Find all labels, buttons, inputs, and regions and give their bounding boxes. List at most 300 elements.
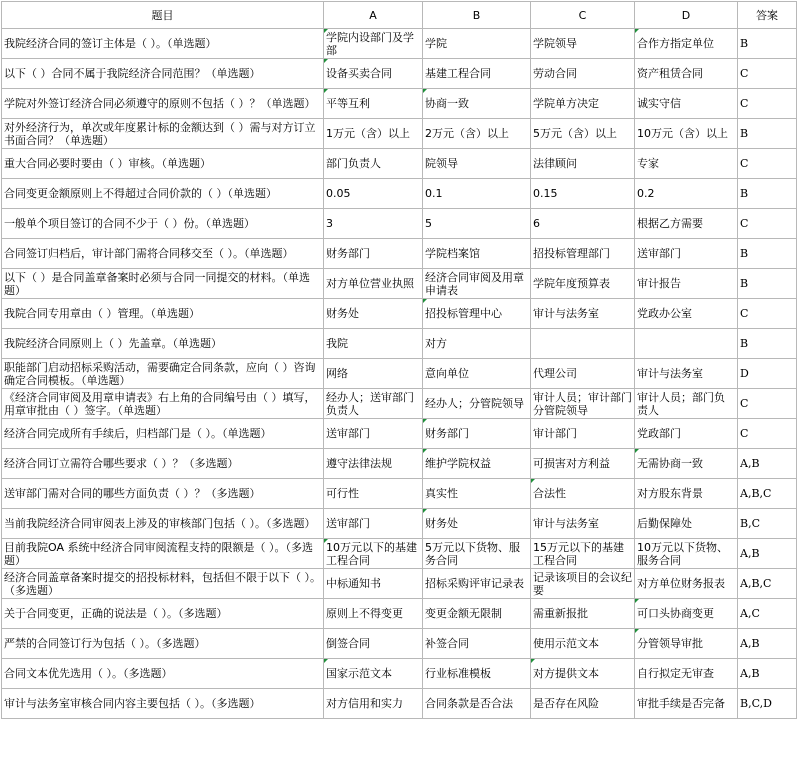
table-row (2, 539, 797, 569)
question-cell-text: 合同文本优先选用（ ）。（多选题） (4, 667, 173, 680)
option-d-cell-text: 可口头协商变更 (637, 607, 714, 620)
answer-cell[interactable] (738, 299, 797, 329)
option-a-cell[interactable] (324, 269, 423, 299)
option-d-cell-text: 专家 (637, 157, 659, 170)
option-c-cell[interactable] (531, 539, 635, 569)
question-cell[interactable] (2, 629, 324, 659)
option-d-cell[interactable] (635, 599, 738, 629)
option-c-cell-text: 学院单方决定 (533, 97, 599, 110)
table-row (2, 449, 797, 479)
option-c-cell[interactable] (531, 89, 635, 119)
question-cell-text: 关于合同变更，正确的说法是（ ）。（多选题） (4, 607, 228, 620)
question-cell[interactable] (2, 539, 324, 569)
option-b-cell-text: 5万元以下货物、服务合同 (425, 540, 520, 567)
table-row (2, 599, 797, 629)
answer-cell[interactable] (738, 569, 797, 599)
option-c-cell[interactable] (531, 479, 635, 509)
option-d-cell[interactable] (635, 359, 738, 389)
option-a-cell[interactable] (324, 29, 423, 59)
question-cell-text: 严禁的合同签订行为包括（ ）。（多选题） (4, 637, 206, 650)
option-d-cell-text: 审计报告 (637, 277, 681, 290)
table-row (2, 419, 797, 449)
option-c-cell[interactable] (531, 209, 635, 239)
option-d-cell[interactable] (635, 659, 738, 689)
answer-cell[interactable] (738, 509, 797, 539)
answer-cell-text: A,B (740, 547, 760, 560)
question-cell-text: 学院对外签订经济合同必须遵守的原则不包括（ ）？（单选题） (4, 97, 316, 110)
answer-cell-text: B,C,D (740, 697, 772, 710)
option-d-cell-text: 合作方指定单位 (637, 37, 714, 50)
option-c-cell[interactable] (531, 419, 635, 449)
option-d-cell[interactable] (635, 29, 738, 59)
option-d-cell[interactable] (635, 479, 738, 509)
option-d-cell-text: 后勤保障处 (637, 517, 692, 530)
option-c-cell-text: 审计与法务室 (533, 517, 599, 530)
answer-cell-text: A,B,C (740, 487, 772, 500)
answer-cell[interactable] (738, 29, 797, 59)
table-row (2, 89, 797, 119)
header-b[interactable]: B (423, 2, 531, 29)
question-cell[interactable] (2, 509, 324, 539)
option-a-cell[interactable] (324, 359, 423, 389)
table-row (2, 209, 797, 239)
answer-cell[interactable] (738, 539, 797, 569)
option-b-cell[interactable] (423, 659, 531, 689)
answer-cell-text: C (740, 217, 749, 230)
option-c-cell[interactable] (531, 59, 635, 89)
option-a-cell-text: 原则上不得变更 (326, 607, 403, 620)
option-b-cell[interactable] (423, 89, 531, 119)
option-a-cell-text: 财务部门 (326, 247, 370, 260)
table-row (2, 149, 797, 179)
option-c-cell[interactable] (531, 359, 635, 389)
option-c-cell-text: 学院领导 (533, 37, 577, 50)
option-c-cell-text: 代理公司 (533, 367, 577, 380)
option-c-cell[interactable] (531, 389, 635, 419)
question-cell[interactable] (2, 599, 324, 629)
option-a-cell[interactable] (324, 299, 423, 329)
option-c-cell-text: 使用示范文本 (533, 637, 599, 650)
option-c-cell[interactable] (531, 629, 635, 659)
option-b-cell-text: 行业标准模板 (425, 667, 491, 680)
question-cell[interactable] (2, 359, 324, 389)
option-b-cell-text: 变更金额无限制 (425, 607, 502, 620)
option-b-cell-text: 财务处 (425, 517, 458, 530)
option-d-cell-text: 对方单位财务报表 (637, 577, 725, 590)
answer-cell-text: C (740, 97, 749, 110)
answer-cell-text: C (740, 427, 749, 440)
option-b-cell[interactable] (423, 509, 531, 539)
answer-cell-text: B (740, 37, 749, 50)
option-c-cell[interactable] (531, 149, 635, 179)
answer-cell-text: B (740, 277, 749, 290)
table-row (2, 119, 797, 149)
option-b-cell-text: 5 (425, 217, 432, 230)
option-a-cell-text: 对方单位营业执照 (326, 277, 414, 290)
option-d-cell[interactable] (635, 569, 738, 599)
option-c-cell-text: 招投标管理部门 (533, 247, 610, 260)
option-a-cell-text: 我院 (326, 337, 348, 350)
question-cell-text: 送审部门需对合同的哪些方面负责（ ）？（多选题） (4, 487, 261, 500)
answer-cell-text: A,C (740, 607, 760, 620)
option-c-cell-text: 法律顾问 (533, 157, 577, 170)
option-c-cell[interactable] (531, 29, 635, 59)
question-cell[interactable] (2, 389, 324, 419)
option-a-cell[interactable] (324, 539, 423, 569)
option-d-cell[interactable] (635, 299, 738, 329)
option-a-cell-text: 10万元以下的基建工程合同 (326, 540, 417, 567)
option-d-cell[interactable] (635, 689, 738, 719)
answer-cell[interactable] (738, 119, 797, 149)
question-cell-text: 我院经济合同的签订主体是（ ）。（单选题） (4, 37, 217, 50)
question-cell-text: 我院经济合同原则上（ ）先盖章。（单选题） (4, 337, 222, 350)
option-d-cell-text: 自行拟定无审查 (637, 667, 714, 680)
answer-cell[interactable] (738, 329, 797, 359)
question-cell[interactable] (2, 449, 324, 479)
question-cell[interactable] (2, 239, 324, 269)
option-b-cell-text: 补签合同 (425, 637, 469, 650)
option-b-cell-text: 合同条款是否合法 (425, 697, 513, 710)
question-cell-text: 以下（ ）合同不属于我院经济合同范围？（单选题） (4, 67, 261, 80)
option-d-cell-text: 审计与法务室 (637, 367, 703, 380)
option-a-cell[interactable] (324, 89, 423, 119)
option-d-cell-text: 资产租赁合同 (637, 67, 703, 80)
answer-cell-text: A,B (740, 457, 760, 470)
option-d-cell[interactable] (635, 539, 738, 569)
question-cell-text: 合同变更金额原则上不得超过合同价款的（ ）（单选题） (4, 187, 277, 200)
option-b-cell-text: 经济合同审阅及用章申请表 (425, 270, 524, 297)
question-cell[interactable] (2, 659, 324, 689)
option-d-cell[interactable] (635, 209, 738, 239)
question-cell-text: 审计与法务室审核合同内容主要包括（ ）。（多选题） (4, 697, 261, 710)
question-cell-text: 当前我院经济合同审阅表上涉及的审核部门包括（ ）。（多选题） (4, 517, 316, 530)
header-a[interactable]: A (324, 2, 423, 29)
question-cell-text: 经济合同完成所有手续后，归档部门是（ ）。（单选题） (4, 427, 272, 440)
option-b-cell[interactable] (423, 119, 531, 149)
question-cell-text: 以下（ ）是合同盖章备案时必须与合同一同提交的材料。（单选题） (4, 270, 310, 297)
answer-cell[interactable] (738, 659, 797, 689)
option-d-cell[interactable] (635, 239, 738, 269)
option-a-cell[interactable] (324, 479, 423, 509)
option-c-cell[interactable] (531, 689, 635, 719)
option-c-cell-text: 需重新报批 (533, 607, 588, 620)
option-b-cell-text: 院领导 (425, 157, 458, 170)
answer-cell[interactable] (738, 389, 797, 419)
option-a-cell-text: 设备买卖合同 (326, 67, 392, 80)
answer-cell[interactable] (738, 479, 797, 509)
question-cell-text: 职能部门启动招标采购活动，需要确定合同条款，应向（ ）咨询确定合同模板。（单选题） (4, 360, 316, 387)
option-b-cell-text: 协商一致 (425, 97, 469, 110)
answer-cell-text: D (740, 367, 749, 380)
option-a-cell[interactable] (324, 119, 423, 149)
answer-cell-text: A,B (740, 637, 760, 650)
option-b-cell[interactable] (423, 299, 531, 329)
option-d-cell-text: 送审部门 (637, 247, 681, 260)
option-b-cell-text: 真实性 (425, 487, 458, 500)
option-c-cell[interactable] (531, 119, 635, 149)
option-c-cell-text: 对方提供文本 (533, 667, 599, 680)
question-cell[interactable] (2, 689, 324, 719)
table-row (2, 659, 797, 689)
question-cell[interactable] (2, 209, 324, 239)
option-c-cell[interactable] (531, 509, 635, 539)
option-a-cell-text: 0.05 (326, 187, 351, 200)
table-row (2, 269, 797, 299)
option-d-cell[interactable] (635, 419, 738, 449)
table-row (2, 29, 797, 59)
answer-cell[interactable] (738, 89, 797, 119)
question-table (1, 1, 797, 719)
option-d-cell-text: 10万元以下货物、服务合同 (637, 540, 728, 567)
option-b-cell[interactable] (423, 629, 531, 659)
option-b-cell[interactable] (423, 569, 531, 599)
option-b-cell[interactable] (423, 59, 531, 89)
question-cell[interactable] (2, 179, 324, 209)
question-cell-text: 目前我院OA 系统中经济合同审阅流程支持的限额是（ ）。（多选题） (4, 540, 313, 567)
option-a-cell-text: 送审部门 (326, 427, 370, 440)
option-d-cell[interactable] (635, 149, 738, 179)
answer-cell[interactable] (738, 239, 797, 269)
option-b-cell[interactable] (423, 389, 531, 419)
option-a-cell-text: 国家示范文本 (326, 667, 392, 680)
option-a-cell[interactable] (324, 389, 423, 419)
option-a-cell-text: 经办人；送审部门负责人 (326, 390, 414, 417)
option-a-cell[interactable] (324, 629, 423, 659)
table-row (2, 629, 797, 659)
answer-cell[interactable] (738, 689, 797, 719)
header-c[interactable]: C (531, 2, 635, 29)
answer-cell-text: C (740, 307, 749, 320)
option-d-cell-text: 审计人员；部门负责人 (637, 390, 725, 417)
question-cell[interactable] (2, 479, 324, 509)
option-b-cell-text: 招标采购评审记录表 (425, 577, 524, 590)
option-b-cell[interactable] (423, 29, 531, 59)
option-a-cell[interactable] (324, 419, 423, 449)
option-b-cell-text: 经办人；分管院领导 (425, 397, 524, 410)
answer-cell-text: A,B,C (740, 577, 772, 590)
question-cell-text: 一般单个项目签订的合同不少于（ ）份。（单选题） (4, 217, 255, 230)
option-b-cell[interactable] (423, 329, 531, 359)
option-b-cell[interactable] (423, 479, 531, 509)
option-b-cell-text: 0.1 (425, 187, 443, 200)
option-b-cell[interactable] (423, 449, 531, 479)
table-row (2, 569, 797, 599)
option-b-cell-text: 维护学院权益 (425, 457, 491, 470)
answer-cell[interactable] (738, 629, 797, 659)
table-row (2, 179, 797, 209)
option-b-cell-text: 学院档案馆 (425, 247, 480, 260)
option-b-cell[interactable] (423, 239, 531, 269)
question-cell[interactable] (2, 329, 324, 359)
table-row (2, 509, 797, 539)
option-d-cell-text: 0.2 (637, 187, 655, 200)
option-c-cell[interactable] (531, 449, 635, 479)
option-b-cell[interactable] (423, 149, 531, 179)
option-c-cell-text: 合法性 (533, 487, 566, 500)
option-a-cell-text: 可行性 (326, 487, 359, 500)
option-d-cell[interactable] (635, 329, 738, 359)
option-b-cell[interactable] (423, 419, 531, 449)
answer-cell[interactable] (738, 449, 797, 479)
question-cell[interactable] (2, 29, 324, 59)
table-row (2, 299, 797, 329)
answer-cell[interactable] (738, 419, 797, 449)
option-c-cell[interactable] (531, 599, 635, 629)
table-row (2, 689, 797, 719)
option-b-cell-text: 意向单位 (425, 367, 469, 380)
question-cell[interactable] (2, 59, 324, 89)
question-cell-text: 我院合同专用章由（ ）管理。（单选题） (4, 307, 200, 320)
question-cell[interactable] (2, 89, 324, 119)
table-row (2, 389, 797, 419)
option-d-cell-text: 分管领导审批 (637, 637, 703, 650)
answer-cell-text: C (740, 67, 749, 80)
option-b-cell-text: 招投标管理中心 (425, 307, 502, 320)
answer-cell[interactable] (738, 599, 797, 629)
option-a-cell-text: 中标通知书 (326, 577, 381, 590)
option-c-cell-text: 5万元（含）以上 (533, 127, 617, 140)
option-a-cell-text: 网络 (326, 367, 348, 380)
answer-cell-text: C (740, 157, 749, 170)
option-c-cell-text: 6 (533, 217, 540, 230)
option-c-cell[interactable] (531, 269, 635, 299)
header-answer[interactable]: 答案 (738, 2, 797, 29)
option-c-cell-text: 审计人员；审计部门分管院领导 (533, 390, 632, 417)
option-d-cell-text: 对方股东背景 (637, 487, 703, 500)
answer-cell[interactable] (738, 269, 797, 299)
option-c-cell-text: 学院年度预算表 (533, 277, 610, 290)
option-a-cell-text: 学院内设部门及学部 (326, 30, 414, 57)
answer-cell-text: B (740, 337, 749, 350)
option-a-cell-text: 1万元（含）以上 (326, 127, 410, 140)
option-a-cell-text: 倒签合同 (326, 637, 370, 650)
option-b-cell-text: 对方 (425, 337, 447, 350)
option-a-cell[interactable] (324, 659, 423, 689)
option-b-cell[interactable] (423, 539, 531, 569)
option-d-cell-text: 根据乙方需要 (637, 217, 703, 230)
option-a-cell[interactable] (324, 689, 423, 719)
header-row (2, 2, 797, 29)
option-a-cell[interactable] (324, 599, 423, 629)
option-d-cell[interactable] (635, 119, 738, 149)
table-row (2, 479, 797, 509)
question-cell[interactable] (2, 119, 324, 149)
option-d-cell-text: 诚实守信 (637, 97, 681, 110)
option-a-cell[interactable] (324, 239, 423, 269)
answer-cell-text: B (740, 187, 749, 200)
option-a-cell[interactable] (324, 209, 423, 239)
option-c-cell[interactable] (531, 569, 635, 599)
option-d-cell[interactable] (635, 629, 738, 659)
option-a-cell[interactable] (324, 329, 423, 359)
answer-cell[interactable] (738, 209, 797, 239)
option-b-cell[interactable] (423, 689, 531, 719)
option-a-cell[interactable] (324, 509, 423, 539)
answer-cell-text: A,B (740, 667, 760, 680)
header-topic[interactable]: 题目 (2, 2, 324, 29)
answer-cell[interactable] (738, 59, 797, 89)
table-row (2, 329, 797, 359)
option-d-cell[interactable] (635, 449, 738, 479)
option-b-cell[interactable] (423, 209, 531, 239)
option-c-cell[interactable] (531, 239, 635, 269)
question-cell-text: 《经济合同审阅及用章申请表》右上角的合同编号由（ ）填写，用章审批由（ ）签字。（单选题） (4, 390, 316, 417)
option-b-cell-text: 2万元（含）以上 (425, 127, 509, 140)
option-d-cell-text: 10万元（含）以上 (637, 127, 728, 140)
option-a-cell-text: 对方信用和实力 (326, 697, 403, 710)
table-row (2, 239, 797, 269)
question-cell[interactable] (2, 569, 324, 599)
option-c-cell[interactable] (531, 299, 635, 329)
option-a-cell-text: 送审部门 (326, 517, 370, 530)
option-b-cell[interactable] (423, 269, 531, 299)
option-d-cell-text: 审批手续是否完备 (637, 697, 725, 710)
question-cell-text: 重大合同必要时要由（ ）审核。（单选题） (4, 157, 211, 170)
answer-cell-text: B,C (740, 517, 760, 530)
option-d-cell[interactable] (635, 509, 738, 539)
option-a-cell-text: 部门负责人 (326, 157, 381, 170)
option-c-cell-text: 劳动合同 (533, 67, 577, 80)
option-a-cell[interactable] (324, 449, 423, 479)
option-a-cell-text: 遵守法律法规 (326, 457, 392, 470)
option-a-cell[interactable] (324, 569, 423, 599)
option-a-cell[interactable] (324, 149, 423, 179)
option-c-cell-text: 审计部门 (533, 427, 577, 440)
answer-cell[interactable] (738, 359, 797, 389)
option-b-cell-text: 学院 (425, 37, 447, 50)
option-c-cell-text: 记录该项目的会议纪要 (533, 570, 632, 597)
option-a-cell-text: 平等互利 (326, 97, 370, 110)
option-c-cell-text: 0.15 (533, 187, 558, 200)
question-cell[interactable] (2, 299, 324, 329)
question-cell[interactable] (2, 149, 324, 179)
question-cell-text: 合同签订归档后，审计部门需将合同移交至（ ）。（单选题） (4, 247, 294, 260)
option-c-cell[interactable] (531, 329, 635, 359)
option-b-cell[interactable] (423, 359, 531, 389)
answer-cell-text: C (740, 397, 749, 410)
option-d-cell[interactable] (635, 89, 738, 119)
option-c-cell-text: 可损害对方利益 (533, 457, 610, 470)
option-d-cell-text: 党政部门 (637, 427, 681, 440)
option-d-cell-text: 无需协商一致 (637, 457, 703, 470)
option-b-cell-text: 基建工程合同 (425, 67, 491, 80)
option-a-cell[interactable] (324, 179, 423, 209)
option-a-cell[interactable] (324, 59, 423, 89)
question-cell-text: 对外经济行为，单次或年度累计标的金额达到（ ）需与对方订立书面合同？（单选题） (4, 120, 316, 147)
table-row (2, 359, 797, 389)
option-b-cell[interactable] (423, 599, 531, 629)
header-d[interactable]: D (635, 2, 738, 29)
answer-cell[interactable] (738, 149, 797, 179)
option-a-cell-text: 财务处 (326, 307, 359, 320)
option-d-cell-text: 党政办公室 (637, 307, 692, 320)
option-d-cell[interactable] (635, 59, 738, 89)
answer-cell[interactable] (738, 179, 797, 209)
option-d-cell[interactable] (635, 269, 738, 299)
option-c-cell-text: 审计与法务室 (533, 307, 599, 320)
option-b-cell[interactable] (423, 179, 531, 209)
option-a-cell-text: 3 (326, 217, 333, 230)
option-d-cell[interactable] (635, 389, 738, 419)
question-cell[interactable] (2, 269, 324, 299)
option-c-cell-text: 是否存在风险 (533, 697, 599, 710)
option-c-cell[interactable] (531, 659, 635, 689)
option-d-cell[interactable] (635, 179, 738, 209)
question-cell[interactable] (2, 419, 324, 449)
option-b-cell-text: 财务部门 (425, 427, 469, 440)
option-c-cell-text: 15万元以下的基建工程合同 (533, 540, 624, 567)
option-c-cell[interactable] (531, 179, 635, 209)
